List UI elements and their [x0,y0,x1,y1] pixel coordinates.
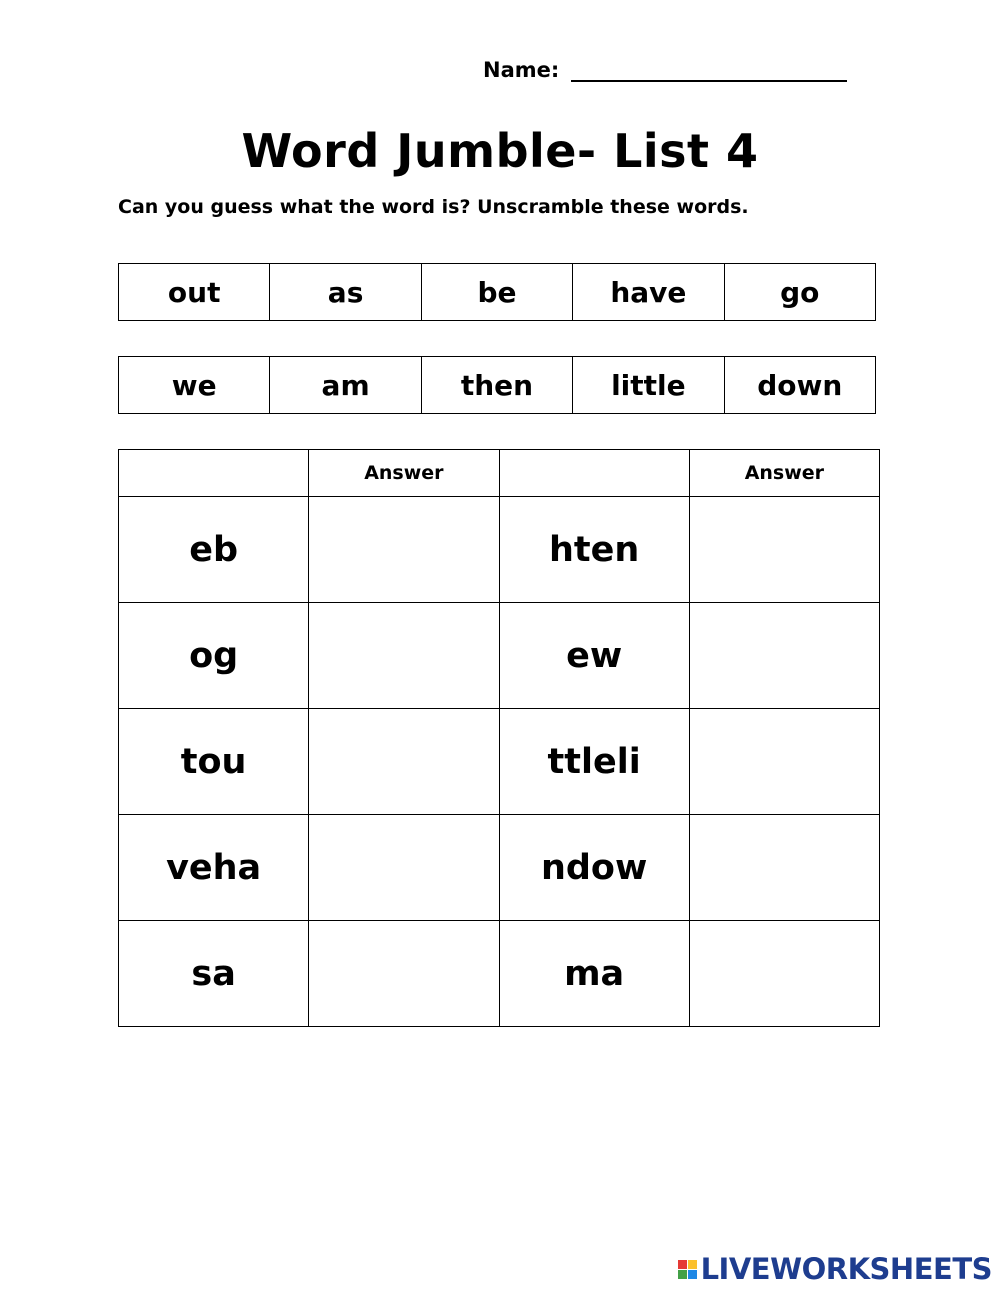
name-field [483,58,847,82]
logo-text: LIVEWORKSHEETS [700,1252,992,1286]
word-bank-cell: be [421,264,572,321]
header-cell [499,450,689,497]
answer-box[interactable] [689,603,879,709]
word-bank-cell: then [421,357,572,414]
word-bank-cell: we [119,357,270,414]
scrambled-word: ew [499,603,689,709]
word-bank-cell: down [724,357,875,414]
word-bank-cell: little [573,357,724,414]
logo-mark-icon [678,1260,697,1279]
word-bank-row-2 [118,356,876,414]
word-bank-cell: as [270,264,421,321]
logo-square [678,1260,687,1269]
jumble-table [118,449,880,1027]
page-title: Word Jumble- List 4 [241,124,759,178]
header-cell [119,450,309,497]
scrambled-word: sa [119,921,309,1027]
scrambled-word: eb [119,497,309,603]
answer-box[interactable] [309,603,499,709]
logo-square [678,1270,687,1279]
answer-box[interactable] [689,921,879,1027]
answer-box[interactable] [309,815,499,921]
table-row [119,921,880,1027]
answer-box[interactable] [689,709,879,815]
word-bank-cell: am [270,357,421,414]
instructions: Can you guess what the word is? Unscramble these words. [118,196,749,218]
table-row [119,497,880,603]
table-row [119,815,880,921]
word-bank-cell: out [119,264,270,321]
answer-box[interactable] [309,709,499,815]
scrambled-word: ndow [499,815,689,921]
answer-box[interactable] [689,497,879,603]
answer-box[interactable] [689,815,879,921]
word-bank-cell: have [573,264,724,321]
name-label: Name: [483,58,560,82]
scrambled-word: tou [119,709,309,815]
scrambled-word: ttleli [499,709,689,815]
table-row [119,709,880,815]
answer-header: Answer [309,450,499,497]
answer-box[interactable] [309,921,499,1027]
answer-header: Answer [689,450,879,497]
liveworksheets-logo [678,1252,992,1286]
logo-square [688,1270,697,1279]
table-row [119,603,880,709]
scrambled-word: veha [119,815,309,921]
scrambled-word: og [119,603,309,709]
word-bank-cell: go [724,264,875,321]
word-bank-row-1 [118,263,876,321]
logo-square [688,1260,697,1269]
table-header-row [119,450,880,497]
name-line[interactable] [571,58,847,82]
answer-box[interactable] [309,497,499,603]
scrambled-word: ma [499,921,689,1027]
scrambled-word: hten [499,497,689,603]
